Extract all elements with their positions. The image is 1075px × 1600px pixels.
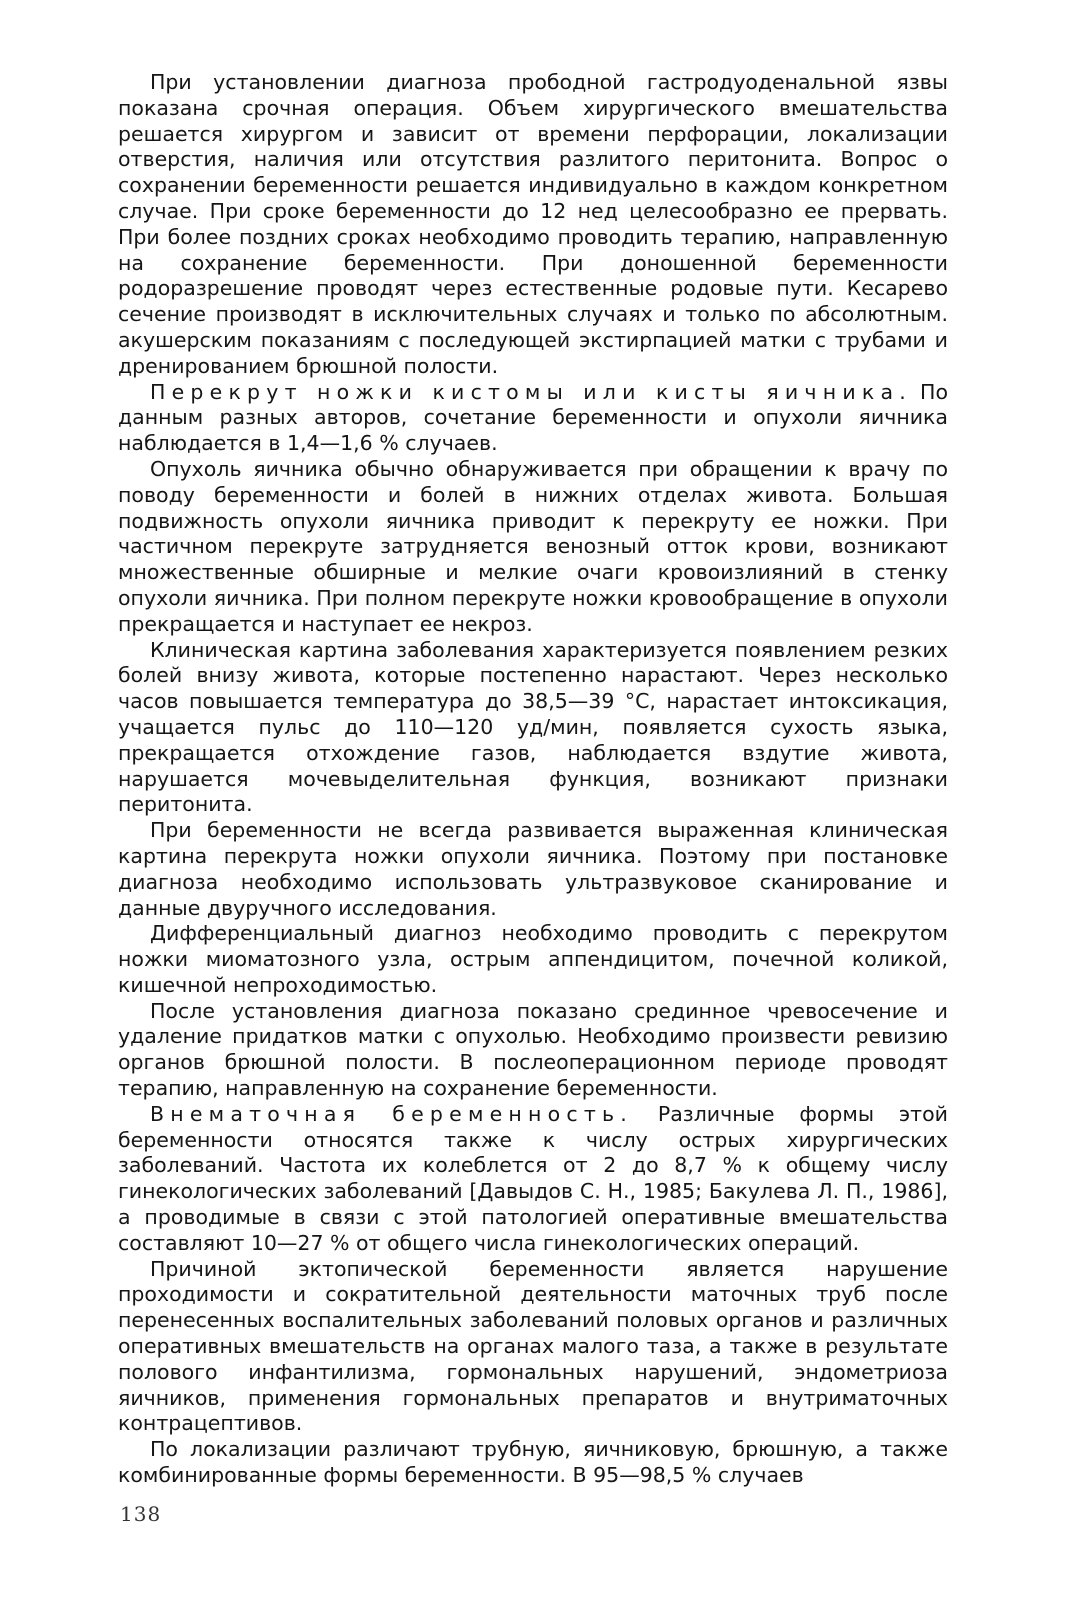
paragraph-text: При беременности не всегда развивается выраженная клиническая картина перекрута ножки опухоли яичника. Поэтому при постановке диагноза необходимо использовать ультразвуковое сканирование и данные двуручного исследования. — [118, 818, 948, 920]
paragraph-text: По данным разных авторов, сочетание беременности и опухоли яичника наблюдается в 1,4—1,6 % случаев. — [118, 379, 948, 456]
paragraph-text: Причиной эктопической беременности является нарушение проходимости и сократительной деятельности маточных труб после перенесенных воспалительных заболеваний половых органов и различных оперативных вмешательств на органах малого таза, а также в результате полового инфантилизма, гормональных нарушений, эндометриоза яичников, применения гормональных препаратов и внутриматочных контрацептивов. — [118, 1256, 948, 1436]
section-heading-ectopic-pregnancy: Внематочная беременность. — [150, 1101, 633, 1126]
paragraph-localization — [118, 1437, 948, 1489]
page-body — [118, 70, 948, 1489]
paragraph-text: Опухоль яичника обычно обнаруживается при обращении к врачу по поводу беременности и болей в нижних отделах живота. Большая подвижность опухоли яичника приводит к перекруту ее ножки. При частичном перекруте затрудняется венозный отток крови, возникают множественные обширные и мелкие очаги кровоизлияний в стенку опухоли яичника. При полном перекруте ножки кровообращение в опухоли прекращается и наступает ее некроз. — [118, 456, 948, 636]
paragraph-text: При установлении диагноза прободной гастродуоденальной язвы показана срочная операция. Объем хирургического вмешательства решается хирургом и зависит от времени перфорации, локализации отверстия, наличия или отсутствия разлитого перитонита. Вопрос о сохранении беременности решается индивидуально в каждом конкретном случае. При сроке беременности до 12 нед целесообразно ее прервать. При более поздних сроках необходимо проводить терапию, направленную на сохранение беременности. При доношенной беременности родоразрешение проводят через естественные родовые пути. Кесарево сечение производят в исключительных случаях и только по абсолютным. акушерским показаниям с последующей экстирпацией матки с трубами и дренированием брюшной полости. — [118, 70, 948, 378]
paragraph-clinical-picture — [118, 638, 948, 819]
paragraph-text: Различные формы этой беременности относятся также к числу острых хирургических заболеваний. Частота их колеблется от 2 до 8,7 % к общему числу гинекологических заболеваний [Давыдов С. Н., 1985; Бакулева Л. П., 1986], а проводимые в связи с этой патологией оперативные вмешательства составляют 10—27 % от общего числа гинекологических операций. — [118, 1101, 948, 1255]
paragraph-causes — [118, 1257, 948, 1438]
page-number: 138 — [120, 1502, 162, 1526]
paragraph-text: По локализации различают трубную, яичниковую, брюшную, а также комбинированные формы беременности. В 95—98,5 % случаев — [118, 1437, 948, 1488]
paragraph-text: После установления диагноза показано срединное чревосечение и удаление придатков матки с опухолью. Необходимо произвести ревизию органов брюшной полости. В послеоперационном периоде проводят терапию, направленную на сохранение беременности. — [118, 998, 948, 1101]
section-heading-cyst-torsion: Перекрут ножки кистомы или кисты яичника. — [150, 379, 912, 404]
paragraph-text: Клиническая картина заболевания характеризуется появлением резких болей внизу живота, которые постепенно нарастают. Через несколько часов повышается температура до 38,5—39 °С, нарастает интоксикация, учащается пульс до 110—120 уд/мин, появляется сухость языка, прекращается отхождение газов, наблюдается вздутие живота, нарушается мочевыделительная функция, возникают признаки перитонита. — [118, 637, 948, 817]
paragraph-differential-diagnosis — [118, 921, 948, 998]
paragraph-text: Дифференциальный диагноз необходимо проводить с перекрутом ножки миоматозного узла, острым аппендицитом, почечной коликой, кишечной непроходимостью. — [118, 921, 948, 997]
paragraph-tumor-detection — [118, 457, 948, 638]
paragraph-ectopic-pregnancy — [118, 1102, 948, 1257]
paragraph-diagnosis — [118, 818, 948, 921]
paragraph-surgery — [118, 999, 948, 1102]
paragraph-perforated-ulcer — [118, 70, 948, 380]
paragraph-cyst-torsion — [118, 380, 948, 457]
